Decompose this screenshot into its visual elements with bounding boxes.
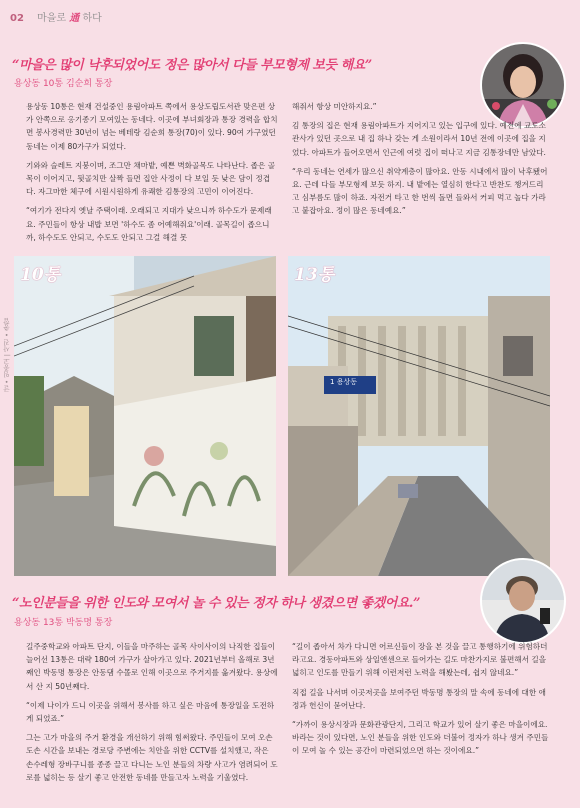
paragraph: 용상동 10통은 현재 건설중인 용림아파트 쪽에서 용상도립도서관 맞은편 상가 안쪽으로 옹기종기 모여있는 동네다. 이곳에 부녀회장과 통장 경력을 합치면 봉사경력만 30년이 넘는 베테랑 김순희 통장(70)이 있다. 90여 가구였던 동네는 이제 80가구가 되었다. <box>26 102 278 151</box>
story1-column-left <box>26 100 278 250</box>
street-sign <box>330 377 357 387</box>
paragraph: 기와와 슬레트 지붕이며, 조그만 채마밭, 예쁜 벽화골목도 나타난다. 좁은 골목이 이어지고, 뒷골치만 살짝 들면 집안 사정이 다 보일 듯 낮은 담이 정겹다. 자그마한 체구에 시원시원하게 유쾌한 김통장의 고민이 이어진다. <box>26 160 276 197</box>
paragraph: 길주중학교와 아파트 단지, 이들을 마주하는 골목 사이사이의 나직한 집들이 늘어선 13통은 대략 180여 가구가 살아가고 있다. 2021년부터 올해로 3년째인 박동명 통장은 안동댐 수몰로 인해 이곳으로 주거지를 옮겨왔다. 용상에서 산 지 50년째다. <box>26 642 278 691</box>
page-header <box>10 9 102 24</box>
story2-byline: 용상동 13통 박동명 통장 <box>14 618 113 628</box>
paragraph: 직접 길을 나서며 이곳저곳을 보여주던 박동명 통장의 말 속에 동네에 대한 애정과 헌신이 묻어난다. <box>292 687 546 710</box>
story1-column-right <box>292 100 550 224</box>
story2-quote: “노인분들을 위한 인도와 모여서 놀 수 있는 정자 하나 생겼으면 좋겠어요.” <box>12 596 420 611</box>
portrait-park <box>480 558 566 644</box>
paragraph: 김 통장의 집은 현재 용림아파트가 지어지고 있는 입구에 있다. 예전에 교도소관사가 있던 곳으로 내 집 하나 갖는 게 소원이라서 10년 전에 이곳에 집을 지었다. 아파트가 들어오면서 인근에 여럿 집이 떠나고 지금 김통장네만 남았다. <box>292 121 546 157</box>
photo-credit: 글 • 임종고 | 사진 • 총합 <box>3 318 11 393</box>
page-number: 02 <box>10 13 24 24</box>
paragraph: 해줘서 항상 미안하지요.” <box>292 102 377 111</box>
section-accent: 通 <box>69 13 80 24</box>
street-sign-number: 1 <box>330 378 335 386</box>
story1-byline: 용상동 10통 김순희 통장 <box>14 79 113 89</box>
story2-column-right <box>292 640 550 764</box>
paragraph: “길이 좁아서 차가 다니면 어르신들이 장을 본 것을 끌고 통행하기에 위험하더라고요. 경동아파트와 상일앤센으로 들어가는 길도 마찬가지로 불편해서 길을 넓히고 인도를 만들기 위해 이런저런 노력을 해봤는데, 쉽지 않네요.” <box>292 642 548 678</box>
section-title: 마을로 <box>37 13 67 24</box>
street-sign-text: 용상동 <box>336 378 357 386</box>
paragraph: “여기가 전다지 옛날 주택이래. 오래되고 지대가 낮으니까 하수도가 문제래요. 주민들이 항상 내밥 보면 '하수도 좀 어예해줘요'이래. 골목길이 좁으니까, 하수도도 안되고, 수도도 안되고 그걸 해결 못 <box>26 206 272 242</box>
photo-10tong-alley <box>14 256 276 576</box>
photo-tag-10tong: 10통 <box>20 265 61 285</box>
story2-column-left <box>26 640 278 790</box>
paragraph: “가까이 용상시장과 문화관광단지, 그리고 학교가 있어 살기 좋은 마을이에요. 바라는 것이 있다면, 노인 분들을 위한 인도와 더불어 정자가 하나 생겨 주민들이 모여 놀 수 있는 공간이 마련되었으면 하는 것이에요.” <box>292 720 549 756</box>
paragraph: “우리 동네는 연세가 많으신 취약계층이 많아요. 안동 시내에서 많이 낙후됐어요. 근데 다들 부모형제 보듯 하지. 내 밭에는 열심히 한다고 반찬도 챙겨드리고 심부름도 많이 하죠. 자전거 타고 한 번씩 돌면 들와서 커피 먹고 놀다 가라고 붙잡아요. 정이 많은 동네예요.” <box>292 166 548 216</box>
story1-quote: “마을은 많이 낙후되었어도 정은 많아서 다들 부모형제 보듯 해요” <box>12 58 372 73</box>
paragraph: “이제 나이가 드니 이곳을 위해서 봉사를 하고 싶은 마음에 통장일을 도전하게 되었죠.” <box>26 700 275 724</box>
section-title-end: 하다 <box>82 13 102 24</box>
photo-tag-13tong: 13통 <box>294 265 335 285</box>
photo-13tong-street <box>288 256 550 576</box>
paragraph: 그는 고가 마을의 주거 환경을 개선하기 위해 힘써왔다. 주민들이 모여 오손도손 시간을 보내는 경로당 주변에는 치안을 위한 CCTV를 설치했고, 작은 손수레형 장바구니를 종종 끌고 다니는 노인 분들의 차량 사고가 염려되어 도로를 넓히는 등 살기 좋고 안전한 동네를 만들고자 노력을 기울였다. <box>26 733 278 782</box>
